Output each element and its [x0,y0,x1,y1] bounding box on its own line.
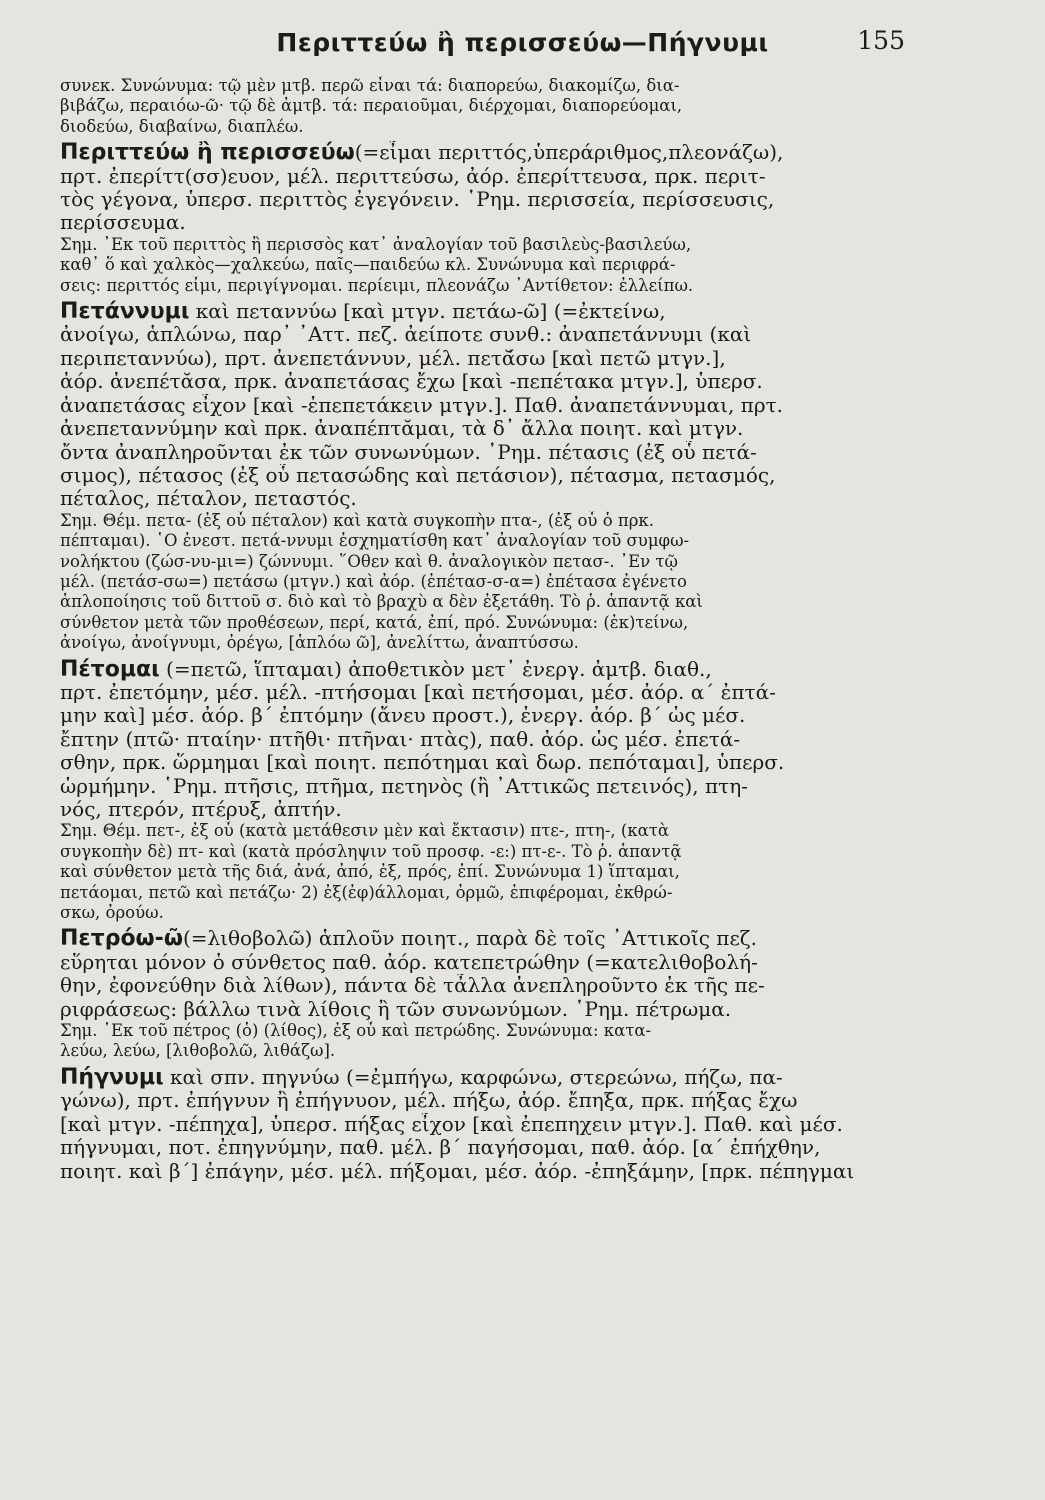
line-text: ἀνοίγω, ἁπλώνω, παρ᾿ ᾿Αττ. πεζ. ἀείποτε συνθ.: ἀναπετάννυμι (καὶ [60,323,752,347]
line-text: ἀναπετάσας εἶχον [καὶ -ἐπεπετάκειν μτγν.]. Παθ. ἀναπετάννυμαι, πρτ. [60,393,783,417]
line-text: περιπεταννύω), πρτ. ἀνεπετάννυν, μέλ. πετᾰ́σω [καὶ πετῶ μτγν.], [60,346,726,370]
line-text: ριφράσεως: βάλλω τινὰ λίθοις ἢ τῶν συνωνύμων. ῾Ρημ. πέτρωμα. [60,997,732,1021]
note-line [60,276,965,296]
text-line [60,798,965,821]
line-text: σθην, πρκ. ὥρμημαι [καὶ ποιητ. πεπότημαι καὶ δωρ. πεπόταμαι], ὑπερσ. [60,751,785,775]
line-text: μέλ. (πετάσ-σω=) πετάσω (μτγν.) καὶ ἀόρ. (ἐπέτασ-σ-α=) ἐπέτασα ἐγένετο [60,571,687,591]
line-text: συνεκ. Συνώνυμα: τῷ μὲν μτβ. περῶ εἶναι τά: διαπορεύω, διακομίζω, δια- [60,76,680,95]
text-line [60,1113,965,1136]
note-line [60,613,965,633]
note-line [60,511,965,531]
line-text: (=λιθοβολῶ) ἁπλοῦν ποιητ., παρὰ δὲ τοῖς ᾿Αττικοῖς πεζ. [182,927,757,951]
line-text: θην, ἐφονεύθην διὰ λίθων), πάντα δὲ τἆλλα ἀνεπληροῦντο ἐκ τῆς πε- [60,974,765,998]
note-line [60,552,965,572]
line-text: καὶ πεταννύω [καὶ μτγν. πετάω-ῶ] (=ἐκτείνω, [189,300,666,324]
entry-head-line [60,141,965,164]
note-line [60,1041,965,1061]
running-head: Περιττεύω ἢ περισσεύω—Πήγνυμι [276,28,769,57]
note-line [60,842,965,862]
headword: Πήγνυμι [60,1065,164,1090]
line-text: πετάομαι, πετῶ καὶ πετάζω· 2) ἐξ(ἐφ)άλλομαι, ὁρμῶ, ἐπιφέρομαι, ἐκθρώ- [60,882,673,902]
page-body [60,76,965,1476]
line-text: πέπταμαι). ῾Ο ἐνεστ. πετά-ννυμι ἐσχηματίσθη κατ᾿ ἀναλογίαν τοῦ συμφω- [60,531,690,551]
line-text: καὶ σπν. πηγνύω (=ἐμπήγω, καρφώνω, στερεώνω, πήζω, πα- [163,1065,783,1089]
line-text: καθ᾿ ὅ καὶ χαλκὸς—χαλκεύω, παῖς—παιδεύω κλ. Συνώνυμα καὶ περιφρά- [60,255,676,275]
text-line [60,998,965,1021]
entry-head-line [60,927,965,950]
note-line [60,96,965,116]
note-line [60,235,965,255]
line-text: πέταλος, πέταλον, πεταστός. [60,487,357,511]
line-text: εὕρηται μόνον ὁ σύνθετος παθ. ἀόρ. κατεπετρώθην (=κατελιθοβολή- [60,950,758,974]
text-line [60,974,965,997]
headword: Πετρόω-ῶ [60,927,183,951]
line-text: [καὶ μτγν. -πέπηχα], ὑπερσ. πήξας εἶχον [καὶ ἐπεπηχειν μτγν.]. Παθ. καὶ μέσ. [60,1112,843,1136]
line-text: διοδεύω, διαβαίνω, διαπλέω. [60,116,304,136]
line-text: σιμος), πέτασος (ἐξ οὗ πετασώδης καὶ πετάσιον), πέτασμα, πετασμός, [60,463,776,487]
note-line [60,1021,965,1041]
line-text: ὡρμήμην. ῾Ρημ. πτῆσις, πτῆμα, πετηνὸς (ἢ ᾿Αττικῶς πετεινός), πτη- [60,774,748,798]
text-line [60,704,965,727]
text-line [60,751,965,774]
text-line [60,188,965,211]
line-text: καὶ σύνθετον μετὰ τῆς διά, ἀνά, ἀπό, ἐξ, πρός, ἐπί. Συνώνυμα 1) ἵπταμαι, [60,862,680,882]
note-line [60,862,965,882]
note-line [60,592,965,612]
entry-head-line [60,658,965,681]
text-line [60,1136,965,1159]
line-text: νολήκτου (ζώσ-νυ-μι=) ζώννυμι. ῞Οθεν καὶ θ. ἀναλογικὸν πετασ-. ᾿Εν τῷ [60,551,678,571]
text-line [60,347,965,370]
text-line [60,370,965,393]
line-text: μην καὶ] μέσ. ἀόρ. β´ ἐπτόμην (ἄνευ προστ.), ἐνεργ. ἀόρ. β´ ὡς μέσ. [60,704,746,728]
note-line [60,572,965,592]
note-line [60,117,965,137]
text-line [60,165,965,188]
line-text: συγκοπὴν δὲ) πτ- καὶ (κατὰ πρόσληψιν τοῦ προσφ. -ε:) πτ-ε-. Τὸ ῥ. ἁπαντᾷ [60,841,682,861]
line-text: τὸς γέγονα, ὑπερσ. περιττὸς ἐγεγόνειν. ῾Ρημ. περισσεία, περίσσευσις, [60,188,775,212]
line-text: ποιητ. καὶ β´] ἐπάγην, μέσ. μέλ. πήξομαι, μέσ. ἀόρ. -ἐπηξάμην, [πρκ. πέπηγμαι [60,1159,855,1183]
line-text: Σημ. ᾿Εκ τοῦ πέτρος (ὁ) (λίθος), ἐξ οὗ καὶ πετρώδης. Συνώνυμα: κατα- [60,1021,652,1041]
line-text: νός, πτερόν, πτέρυξ, ἀπτήν. [60,798,342,821]
text-line [60,951,965,974]
headword: Πέτομαι [60,657,160,681]
text-line [60,1089,965,1112]
line-text: λεύω, λεύω, [λιθοβολῶ, λιθάζω]. [60,1041,336,1061]
note-line [60,903,965,923]
line-text: ἀνεπεταννύμην καὶ πρκ. ἀναπέπτᾰμαι, τὰ δ᾿ ἄλλα ποιητ. καὶ μτγν. [60,417,744,441]
line-text: σκω, ὀρούω. [60,903,164,923]
line-text: ὄντα ἀναπληροῦνται ἐκ τῶν συνωνύμων. ῾Ρημ. πέτασις (ἐξ οὗ πετά- [60,440,757,464]
page-number: 155 [857,26,905,55]
note-line [60,821,965,841]
line-text: πήγνυμαι, ποτ. ἐπηγνύμην, παθ. μέλ. β´ παγήσομαι, παθ. ἀόρ. [α´ ἐπήχθην, [60,1136,821,1160]
line-text: πρτ. ἐπερίττ(σσ)ευον, μέλ. περιττεύσω, ἀόρ. ἐπερίττευσα, πρκ. περιτ- [60,164,766,188]
text-line [60,487,965,510]
note-line [60,531,965,551]
text-line [60,681,965,704]
line-text: ἁπλοποίησις τοῦ διττοῦ σ. διὸ καὶ τὸ βραχὺ α δὲν ἐξετάθη. Τὸ ῥ. ἁπαντᾷ καὶ [60,592,703,612]
line-text: ἔπτην (πτῶ· πταίην· πτῆθι· πτῆναι· πτὰς), παθ. ἀόρ. ὡς μέσ. ἐπετά- [60,727,741,751]
page-header [0,24,1045,64]
line-text: γώνω), πρτ. ἐπήγνυν ἢ ἐπήγνυον, μέλ. πήξω, ἀόρ. ἔπηξα, πρκ. πήξας ἔχω [60,1089,798,1113]
text-line [60,394,965,417]
line-text: βιβάζω, περαιόω-ῶ· τῷ δὲ ἀμτβ. τά: περαιοῦμαι, διέρχομαι, διαπορεύομαι, [60,96,683,116]
text-line [60,464,965,487]
text-line [60,775,965,798]
line-text: πρτ. ἐπετόμην, μέσ. μέλ. -πτήσομαι [καὶ πετήσομαι, μέσ. ἀόρ. α´ ἐπτά- [60,680,776,704]
headword: Περιττεύω ἢ περισσεύω [60,141,355,165]
line-text: ἀόρ. ἀνεπέτᾰσα, πρκ. ἀναπετάσας ἔχω [καὶ -πεπέτακα μτγν.], ὑπερσ. [60,370,763,394]
note-line [60,883,965,903]
entry-head-line [60,1066,965,1089]
line-text: ἀνοίγω, ἀνοίγνυμι, ὀρέγω, [ἁπλόω ῶ], ἀνελίττω, ἀναπτύσσω. [60,633,579,653]
text-line [60,211,965,234]
text-line [60,1160,965,1183]
headword: Πετάννυμι [60,300,190,324]
note-line [60,255,965,275]
line-text: (=πετῶ, ἵπταμαι) ἀποθετικὸν μετ᾿ ἐνεργ. ἀμτβ. διαθ., [159,657,712,681]
line-text: περίσσευμα. [60,211,186,235]
text-line [60,417,965,440]
line-text: Σημ. ᾿Εκ τοῦ περιττὸς ἢ περισσὸς κατ᾿ ἀναλογίαν τοῦ βασιλεὺς-βασιλεύω, [60,234,692,254]
text-line [60,323,965,346]
line-text: (=εἶμαι περιττός,ὑπεράριθμος,πλεονάζω), [354,141,784,165]
note-line [60,76,965,96]
line-text: σεις: περιττός εἶμι, περιγίγνομαι. περίειμι, πλεονάζω ᾿Αντίθετον: ἐλλείπω. [60,275,694,295]
line-text: σύνθετον μετὰ τῶν προθέσεων, περί, κατά, ἐπί, πρό. Συνώνυμα: (ἐκ)τείνω, [60,612,689,632]
text-line [60,441,965,464]
line-text: Σημ. Θέμ. πετ-, ἐξ οὗ (κατὰ μετάθεσιν μὲν καὶ ἔκτασιν) πτε-, πτη-, (κατὰ [60,821,670,841]
line-text: Σημ. Θέμ. πετα- (ἐξ οὗ πέταλον) καὶ κατὰ συγκοπὴν πτα-, (ἐξ οὗ ὁ πρκ. [60,510,654,530]
text-line [60,728,965,751]
entry-head-line [60,300,965,323]
note-line [60,633,965,653]
